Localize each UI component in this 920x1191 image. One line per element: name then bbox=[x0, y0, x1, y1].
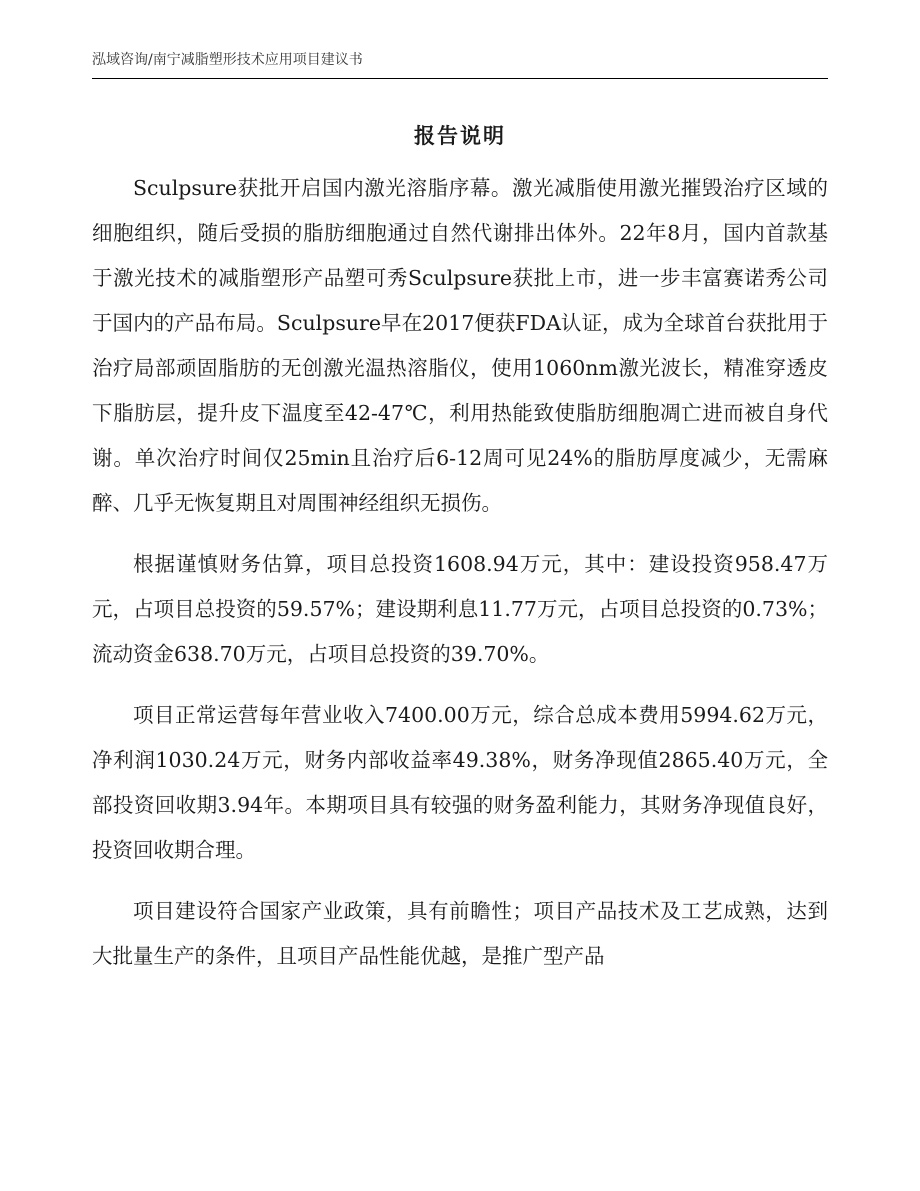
paragraph-policy-compliance: 项目建设符合国家产业政策，具有前瞻性；项目产品技术及工艺成熟，达到大批量生产的条件，且项目产品性能优越，是推广型产品 bbox=[92, 899, 828, 968]
document-body bbox=[92, 166, 828, 995]
paragraph-operating-returns: 项目正常运营每年营业收入7400.00万元，综合总成本费用5994.62万元，净利润1030.24万元，财务内部收益率49.38%，财务净现值2865.40万元，全部投资回收期3.94年。本期项目具有较强的财务盈利能力，其财务净现值良好，投资回收期合理。 bbox=[92, 703, 828, 862]
header-divider bbox=[92, 78, 828, 79]
page-header: 泓域咨询/南宁减脂塑形技术应用项目建议书 bbox=[92, 52, 363, 68]
paragraph-sculpsure-intro: Sculpsure获批开启国内激光溶脂序幕。激光减脂使用激光摧毁治疗区域的细胞组织，随后受损的脂肪细胞通过自然代谢排出体外。22年8月，国内首款基于激光技术的减脂塑形产品塑可秀Sculpsure获批上市，进一步丰富赛诺秀公司于国内的产品布局。Sculpsure早在2017便获FDA认证，成为全球首台获批用于治疗局部顽固脂肪的无创激光温热溶脂仪，使用1060nm激光波长，精准穿透皮下脂肪层，提升皮下温度至42-47℃，利用热能致使脂肪细胞凋亡进而被自身代谢。单次治疗时间仅25min且治疗后6-12周可见24%的脂肪厚度减少，无需麻醉、几乎无恢复期且对周围神经组织无损伤。 bbox=[92, 176, 828, 515]
paragraph-investment-estimate: 根据谨慎财务估算，项目总投资1608.94万元，其中：建设投资958.47万元，占项目总投资的59.57%；建设期利息11.77万元，占项目总投资的0.73%；流动资金638.70万元，占项目总投资的39.70%。 bbox=[92, 552, 828, 666]
document-title: 报告说明 bbox=[414, 124, 506, 148]
